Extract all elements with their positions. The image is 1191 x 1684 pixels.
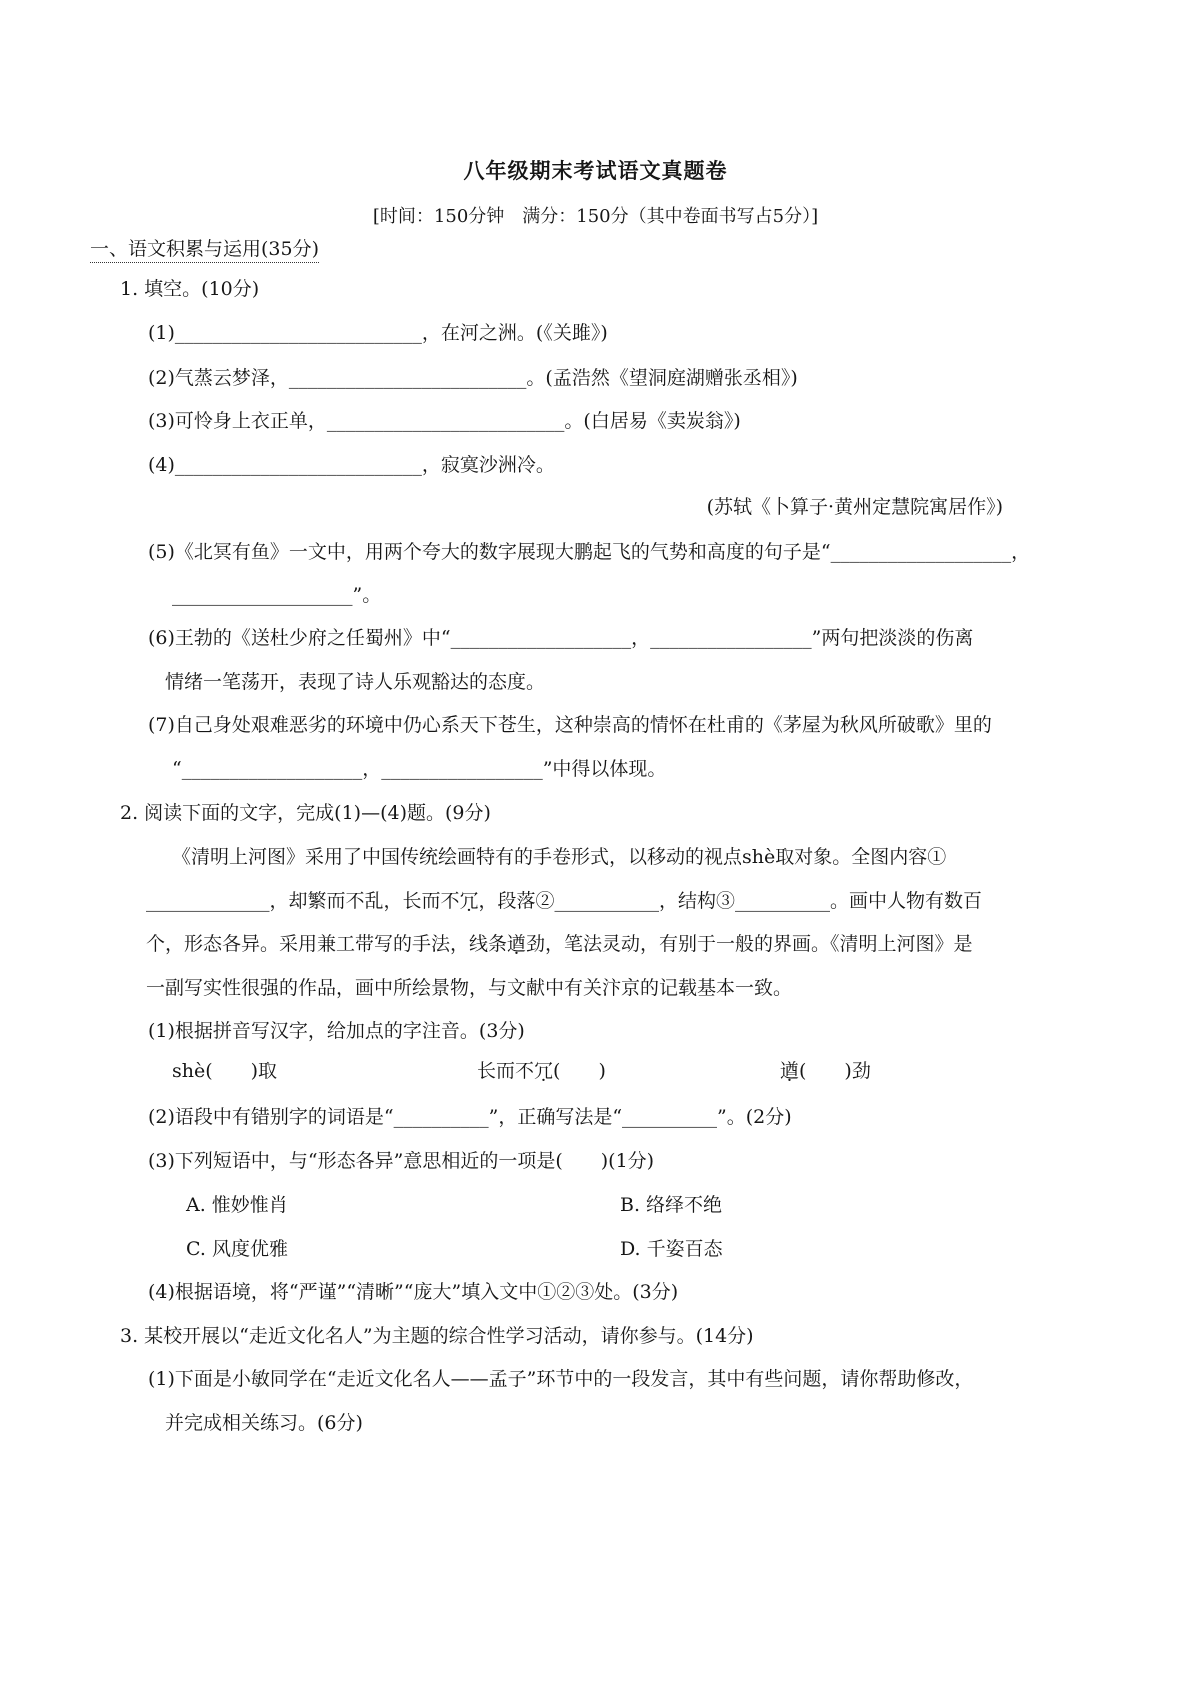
dotted-char: 遒 [780, 1060, 800, 1082]
q2-sub-3: (3)下列短语中，与“形态各异”意思相近的一项是( )(1分) [148, 1150, 655, 1172]
q1-item-4-source: (苏轼《卜算子·黄州定慧院寓居作》) [706, 496, 1003, 518]
q1-item-6: (6)王勃的《送杜少府之任蜀州》中“___________________，_________________”两句把淡淡的伤离 [148, 627, 974, 649]
q2-sub-1: (1)根据拼音写汉字，给加点的字注音。(3分) [148, 1020, 525, 1042]
option-a: A. 惟妙惟肖 [186, 1194, 288, 1216]
section-heading-text: 一、语文积累与运用(35分) [90, 238, 319, 263]
q3-sub-1: (1)下面是小敏同学在“走近文化名人——孟子”环节中的一段发言，其中有些问题，请你帮助修改， [148, 1368, 974, 1390]
option-b: B. 络绎不绝 [620, 1194, 723, 1216]
q2-sub-1-item-a: shè( )取 [172, 1060, 278, 1082]
dotted-char: 遒 [507, 933, 527, 955]
question-3-stem: 3. 某校开展以“走近文化名人”为主题的综合性学习活动，请你参与。(14分) [120, 1325, 754, 1347]
page-title: 八年级期末考试语文真题卷 [463, 158, 728, 183]
dotted-char: 冗 [459, 890, 479, 912]
q1-item-3: (3)可怜身上衣正单，_________________________。(白居易《卖炭翁》) [148, 410, 741, 432]
q2-sub-1-item-c [780, 1058, 871, 1084]
dotted-char: 冗 [534, 1060, 554, 1082]
option-d: D. 千姿百态 [620, 1238, 723, 1260]
question-1-stem: 1. 填空。(10分) [120, 278, 260, 300]
q1-item-7: (7)自己身处艰难恶劣的环境中仍心系天下苍生，这种崇高的情怀在杜甫的《茅屋为秋风所破歌》里的 [148, 714, 992, 736]
q1-item-1: (1)__________________________，在河之洲。(《关雎》) [148, 322, 608, 344]
passage-line-3 [146, 931, 973, 957]
item-text: ( )劲 [799, 1060, 871, 1082]
passage-line-2 [146, 888, 982, 914]
passage-line-1: 《清明上河图》采用了中国传统绘画特有的手卷形式，以移动的视点shè取对象。全图内容① [172, 846, 947, 868]
q2-sub-2: (2)语段中有错别字的词语是“__________”，正确写法是“__________”。(2分) [148, 1106, 792, 1128]
passage-line-4: 一副写实性很强的作品，画中所绘景物，与文献中有关汴京的记载基本一致。 [146, 977, 793, 999]
exam-info: [时间：150分钟 满分：150分（其中卷面书写占5分）] [372, 206, 819, 227]
passage-text: _____________，却繁而不乱，长而不 [146, 890, 460, 912]
option-c: C. 风度优雅 [186, 1238, 288, 1260]
q2-sub-1-item-b [477, 1058, 606, 1084]
passage-text: 劲，笔法灵动，有别于一般的界画。《清明上河图》是 [526, 933, 973, 955]
q3-sub-1-cont: 并完成相关练习。(6分) [165, 1412, 363, 1434]
question-2-stem: 2. 阅读下面的文字，完成(1)—(4)题。(9分) [120, 802, 491, 824]
q1-item-7-cont: “___________________，_________________”中得以体现。 [172, 758, 667, 780]
q1-item-2: (2)气蒸云梦泽，_________________________。(孟浩然《望洞庭湖赠张丞相》) [148, 367, 798, 389]
q1-item-6-cont: 情绪一笔荡开，表现了诗人乐观豁达的态度。 [165, 671, 546, 693]
passage-text: ，段落②___________，结构③__________。画中人物有数百 [478, 890, 983, 912]
passage-text: 个，形态各异。采用兼工带写的手法，线条 [146, 933, 508, 955]
q1-item-4: (4)__________________________，寂寞沙洲冷。 [148, 454, 555, 476]
q1-item-5: (5)《北冥有鱼》一文中，用两个夸大的数字展现大鹏起飞的气势和高度的句子是“___________________， [148, 541, 1031, 563]
item-text: 长而不 [477, 1060, 535, 1082]
item-text: ( ) [553, 1060, 606, 1082]
q2-sub-4: (4)根据语境，将“严谨”“清晰”“庞大”填入文中①②③处。(3分) [148, 1281, 679, 1303]
q1-item-5-cont: ___________________”。 [172, 584, 382, 606]
section-heading [90, 236, 319, 262]
